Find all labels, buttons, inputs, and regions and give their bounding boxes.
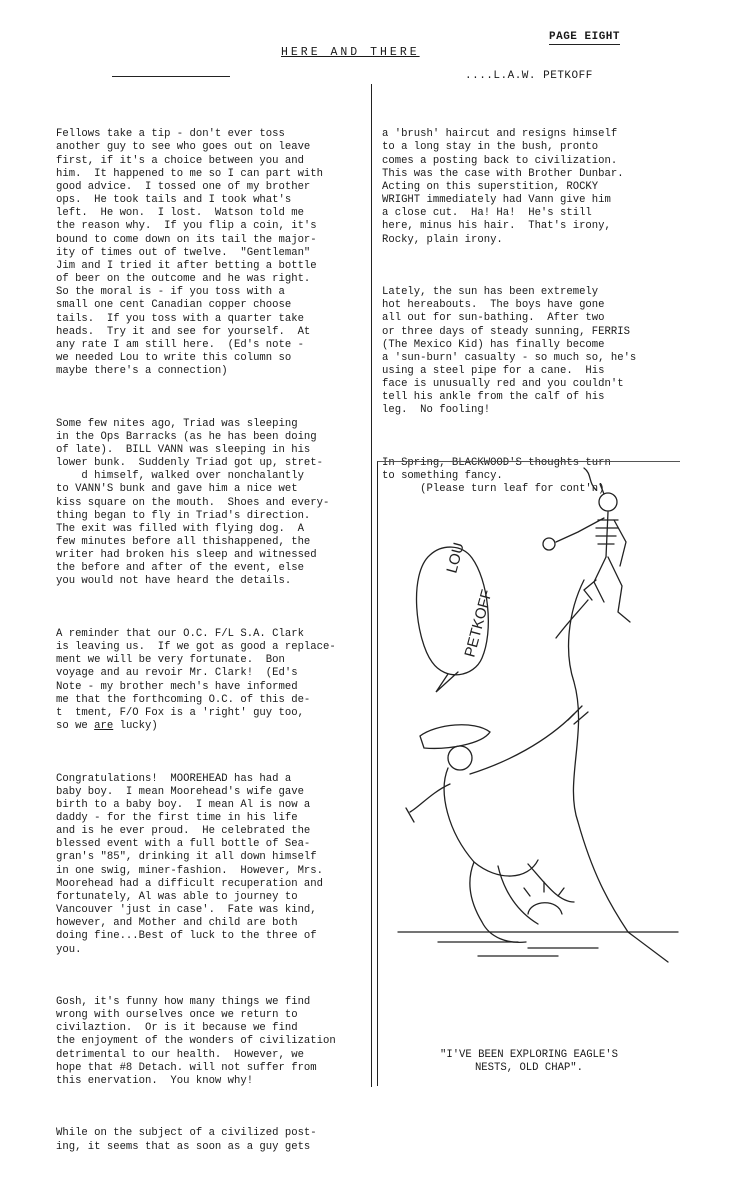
balloon-tail: [436, 672, 458, 692]
cliff-outline: [569, 580, 668, 962]
climber-figure: [406, 706, 588, 942]
paragraph-blackwood: In Spring, BLACKWOOD'S thoughts turn to something fancy. (Please turn leaf for cont'n): [382, 456, 611, 496]
cartoon-drawing: [378, 462, 680, 1086]
paragraph-triad: Some few nites ago, Triad was sleeping in the Ops Barracks (as he has been doing of late). BILL VANN was sleeping in his lower bunk. Suddenly Triad got up, stret- d himself, walked over nonchalantly to VANN'S bunk and gave him a nice wet kiss square on the mouth. Shoes and every- thing began to fly in Triad's direction. The exit was filled with flying dog. A few minutes before all thishappened, the writer had broken his sleep and witnessed the before and after of the event, else you would not have heard the details.: [56, 417, 330, 588]
paragraph-moorehead: Congratulations! MOOREHEAD has had a baby boy. I mean Moorehead's wife gave birth to a baby boy. I mean Al is now a daddy - for the first time in his life and is he ever proud. He celebrated the blessed event with a full bottle of Sea- gran's "85", drinking it all down himself in one swig, miner-fashion. However, Mrs. Moorehead had a difficult recuperation and fortunately, Al was able to journey to Vancouver 'just in case'. Fate was kind, however, and Mother and child are both doing fine...Best of luck to the three of you.: [56, 772, 324, 956]
paragraph-coin-toss: Fellows take a tip - don't ever toss another guy to see who goes out on leave first, if it's a choice between you and him. It happened to me so I can part with good advice. I tossed one of my brother ops. He took tails and I took what's left. He won. I lost. Watson told me the reason why. If you flip a coin, it's bound to come down on its tail the major- ity of times out of twelve. "Gentleman" Jim and I tried it after betting a bottle of beer on the outcome and he was right. So the moral is - if you toss with a small one cent Canadian copper choose tails. If you toss with a quarter take heads. Try it and see for yourself. At any rate I am still here. (Ed's note - we needed Lou to write this column so maybe there's a connection): [56, 128, 324, 378]
sun-rays: [524, 882, 564, 896]
horizon: [398, 932, 678, 956]
column-divider: [371, 84, 372, 1087]
balloon-text-petkoff: PETKOFF: [461, 587, 496, 660]
paragraph-posting: While on the subject of a civilized post- ing, it seems that as soon as a guy gets: [56, 1127, 317, 1153]
paragraph-civilization: Gosh, it's funny how many things we find wrong with ourselves once we return to civilaztion. Or is it because we find the enjoyment of the wonders of civilization detrimental to our health. However, we hope that #8 Detach. will not suffer from this enervation. You know why!: [56, 996, 336, 1087]
paragraph-haircut: a 'brush' haircut and resigns himself to a long stay in the bush, pronto comes a posting back to civilization. This was the case with Brother Dunbar. Acting on this superstition, ROCKY WRIGHT immediately had Vann give him a close cut. Ha! Ha! He's still here, minus his hair. That's irony, Rocky, plain irony.: [382, 128, 624, 246]
byline: ....L.A.W. PETKOFF: [465, 70, 593, 82]
right-column: [382, 102, 678, 523]
paragraph-oc-clark-text: A reminder that our O.C. F/L S.A. Clark is leaving us. If we got as good a replace- ment we will be very fortunate. Bon voyage and au revoir Mr. Clark! (Ed's Note - my brother mech's have informed me that the forthcoming O.C. of this de- t tment, F/O Fox is a 'right' guy too, so we: [56, 627, 336, 733]
paragraph-oc-clark: [56, 628, 368, 733]
sun: [528, 903, 562, 914]
left-column: [56, 102, 368, 1180]
paragraph-sunburn: Lately, the sun has been extremely hot hereabouts. The boys have gone all out for sun-bathing. After two or three days of steady sunning, FERRIS (The Mexico Kid) has finally become a 'sun-burn' casualty - so much so, he's using a steel pipe for a cane. His face is unusually red and you couldn't tell his ankle from the calf of his leg. No fooling!: [382, 286, 637, 417]
paragraph-oc-clark-end: lucky): [113, 720, 158, 733]
balloon-text-lou: LOU: [443, 540, 468, 576]
column-title: HERE AND THERE: [281, 46, 420, 59]
cartoon-panel: [377, 461, 680, 1086]
title-rule: [112, 76, 230, 77]
page-number: PAGE EIGHT: [549, 31, 621, 43]
skeleton-figure: [543, 468, 630, 638]
underlined-word: are: [94, 720, 114, 733]
cartoon-caption: "I'VE BEEN EXPLORING EAGLE'S NESTS, OLD CHAP".: [439, 1049, 618, 1074]
